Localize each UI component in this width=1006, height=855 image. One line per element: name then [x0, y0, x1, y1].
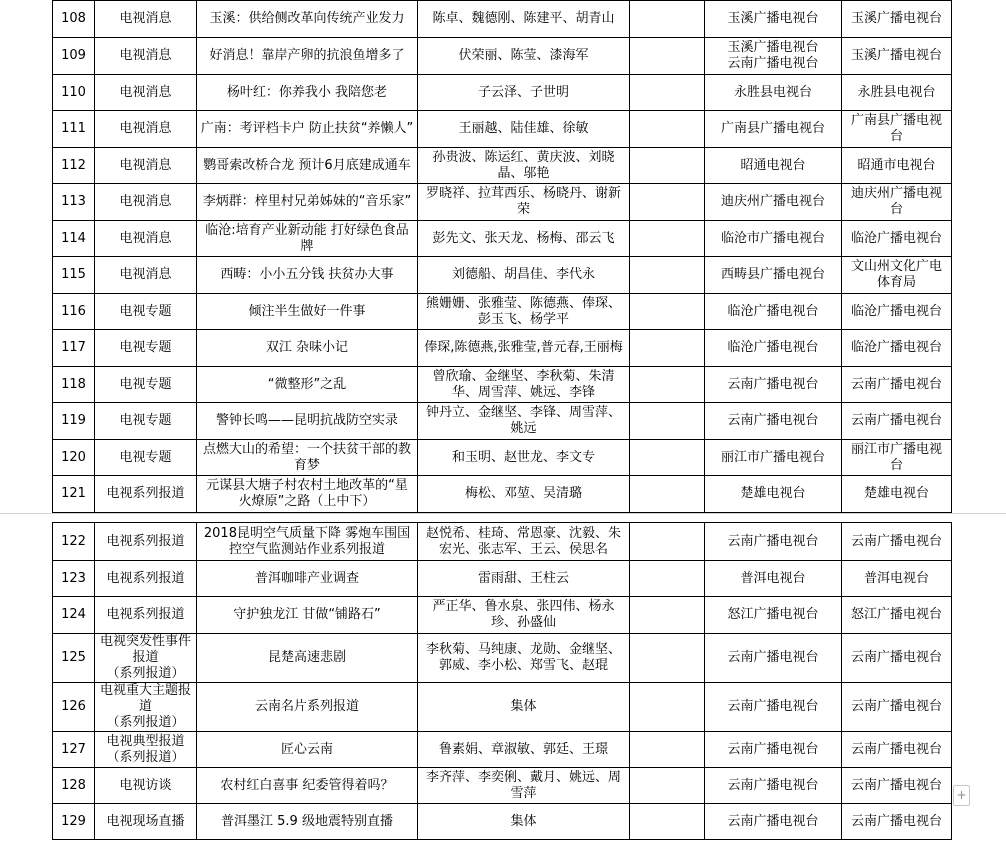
table-row: [53, 184, 952, 221]
cell-submitter: 广南县广播电视台: [842, 111, 952, 148]
cell-no: 127: [53, 732, 95, 768]
cell-title: 倾注半生做好一件事: [197, 294, 418, 330]
cell-publisher: 云南广播电视台: [705, 683, 842, 732]
table-row: [53, 476, 952, 513]
cell-publisher: 临沧市广播电视台: [705, 221, 842, 257]
table-row: [53, 804, 952, 840]
cell-publisher: 怒江广播电视台: [705, 597, 842, 634]
cell-category: 电视典型报道 （系列报道）: [95, 732, 197, 768]
cell-publisher: 玉溪广播电视台: [705, 1, 842, 38]
cell-no: 108: [53, 1, 95, 38]
cell-title: 农村红白喜事 纪委管得着吗？: [197, 768, 418, 804]
cell-publisher: 云南广播电视台: [705, 804, 842, 840]
cell-submitter: 临沧广播电视台: [842, 330, 952, 367]
cell-publisher: 楚雄电视台: [705, 476, 842, 513]
cell-no: 116: [53, 294, 95, 330]
cell-authors: 鲁素娟、章淑敏、郭廷、王璟: [418, 732, 630, 768]
cell-category: 电视消息: [95, 221, 197, 257]
cell-no: 113: [53, 184, 95, 221]
cell-category: 电视系列报道: [95, 561, 197, 597]
cell-blank: [630, 440, 705, 476]
cell-authors: 伏荣丽、陈莹、漆海军: [418, 38, 630, 75]
cell-title: “微整形”之乱: [197, 367, 418, 403]
page-break-line: [0, 513, 1006, 514]
cell-category: 电视突发性事件报道 （系列报道）: [95, 634, 197, 683]
cell-blank: [630, 111, 705, 148]
cell-category: 电视专题: [95, 294, 197, 330]
cell-authors: 李秋菊、马纯康、龙勋、金继坚、郭威、李小松、郑雪飞、赵琨: [418, 634, 630, 683]
table-row: [53, 257, 952, 294]
cell-authors: 陈卓、魏德刚、陈建平、胡青山: [418, 1, 630, 38]
cell-title: 守护独龙江 甘做“铺路石”: [197, 597, 418, 634]
cell-authors: 和玉明、赵世龙、李文专: [418, 440, 630, 476]
cell-blank: [630, 732, 705, 768]
cell-category: 电视系列报道: [95, 597, 197, 634]
cell-no: 129: [53, 804, 95, 840]
cell-title: 广南：考评档卡户 防止扶贫“养懒人”: [197, 111, 418, 148]
cell-publisher: 云南广播电视台: [705, 367, 842, 403]
cell-category: 电视访谈: [95, 768, 197, 804]
cell-submitter: 云南广播电视台: [842, 804, 952, 840]
cell-title: 普洱墨江 5.9 级地震特别直播: [197, 804, 418, 840]
cell-submitter: 怒江广播电视台: [842, 597, 952, 634]
cell-submitter: 玉溪广播电视台: [842, 38, 952, 75]
cell-no: 123: [53, 561, 95, 597]
cell-publisher: 临沧广播电视台: [705, 330, 842, 367]
table-row: [53, 634, 952, 683]
cell-submitter: 永胜县电视台: [842, 75, 952, 111]
cell-no: 118: [53, 367, 95, 403]
cell-category: 电视专题: [95, 440, 197, 476]
cell-submitter: 楚雄电视台: [842, 476, 952, 513]
awards-table-bottom: [52, 522, 952, 840]
cell-blank: [630, 804, 705, 840]
cell-authors: 罗晓祥、拉茸西乐、杨晓丹、谢新荣: [418, 184, 630, 221]
cell-authors: 赵悦希、桂琦、常恩豪、沈毅、朱宏光、张志军、王云、侯思名: [418, 523, 630, 561]
cell-title: 警钟长鸣——昆明抗战防空实录: [197, 403, 418, 440]
cell-no: 111: [53, 111, 95, 148]
cell-category: 电视重大主题报道 （系列报道）: [95, 683, 197, 732]
cell-no: 126: [53, 683, 95, 732]
cell-no: 124: [53, 597, 95, 634]
cell-no: 125: [53, 634, 95, 683]
cell-title: 玉溪：供给侧改革向传统产业发力: [197, 1, 418, 38]
table-row: [53, 523, 952, 561]
cell-submitter: 云南广播电视台: [842, 523, 952, 561]
cell-category: 电视系列报道: [95, 476, 197, 513]
cell-blank: [630, 403, 705, 440]
table-row: [53, 683, 952, 732]
cell-authors: 王丽越、陆佳雄、徐敏: [418, 111, 630, 148]
cell-authors: 俸琛,陈德燕,张雅莹,普元春,王丽梅: [418, 330, 630, 367]
cell-authors: 集体: [418, 683, 630, 732]
cell-submitter: 云南广播电视台: [842, 403, 952, 440]
cell-no: 120: [53, 440, 95, 476]
cell-authors: 李齐萍、李奕俐、戴月、姚远、周雪萍: [418, 768, 630, 804]
table-row: [53, 403, 952, 440]
table-row: [53, 1, 952, 38]
add-row-button[interactable]: +: [953, 785, 970, 806]
cell-publisher: 玉溪广播电视台 云南广播电视台: [705, 38, 842, 75]
table-row: [53, 561, 952, 597]
cell-blank: [630, 294, 705, 330]
cell-submitter: 文山州文化广电体育局: [842, 257, 952, 294]
cell-title: 普洱咖啡产业调查: [197, 561, 418, 597]
cell-authors: 子云泽、子世明: [418, 75, 630, 111]
cell-submitter: 昭通市电视台: [842, 148, 952, 184]
cell-publisher: 云南广播电视台: [705, 732, 842, 768]
cell-category: 电视专题: [95, 403, 197, 440]
awards-table-top: [52, 0, 952, 513]
cell-publisher: 云南广播电视台: [705, 634, 842, 683]
cell-title: 元谋县大塘子村农村土地改革的“星火燎原”之路（上中下）: [197, 476, 418, 513]
cell-category: 电视消息: [95, 257, 197, 294]
cell-category: 电视现场直播: [95, 804, 197, 840]
cell-no: 109: [53, 38, 95, 75]
cell-publisher: 广南县广播电视台: [705, 111, 842, 148]
table-row: [53, 330, 952, 367]
cell-category: 电视消息: [95, 148, 197, 184]
table-row: [53, 75, 952, 111]
cell-title: 2018昆明空气质量下降 雾炮车围国控空气监测站作业系列报道: [197, 523, 418, 561]
cell-blank: [630, 257, 705, 294]
table-row: [53, 732, 952, 768]
cell-blank: [630, 367, 705, 403]
cell-category: 电视专题: [95, 330, 197, 367]
table-row: [53, 294, 952, 330]
cell-authors: 梅松、邓堃、吴清璐: [418, 476, 630, 513]
cell-publisher: 永胜县电视台: [705, 75, 842, 111]
cell-blank: [630, 768, 705, 804]
cell-blank: [630, 330, 705, 367]
cell-blank: [630, 597, 705, 634]
cell-submitter: 云南广播电视台: [842, 634, 952, 683]
cell-submitter: 普洱电视台: [842, 561, 952, 597]
cell-no: 110: [53, 75, 95, 111]
cell-publisher: 云南广播电视台: [705, 523, 842, 561]
cell-authors: 钟丹立、金继坚、李锋、周雪萍、姚远: [418, 403, 630, 440]
cell-blank: [630, 683, 705, 732]
cell-publisher: 临沧广播电视台: [705, 294, 842, 330]
cell-submitter: 云南广播电视台: [842, 683, 952, 732]
cell-title: 李炳群：梓里村兄弟姊妹的“音乐家”: [197, 184, 418, 221]
table-row: [53, 221, 952, 257]
cell-authors: 曾欣瑜、金继坚、李秋菊、朱清华、周雪萍、姚远、李锋: [418, 367, 630, 403]
cell-category: 电视消息: [95, 184, 197, 221]
cell-authors: 严正华、鲁水泉、张四伟、杨永珍、孙盛仙: [418, 597, 630, 634]
cell-blank: [630, 184, 705, 221]
cell-no: 119: [53, 403, 95, 440]
cell-title: 临沧:培育产业新动能 打好绿色食品牌: [197, 221, 418, 257]
cell-submitter: 丽江市广播电视台: [842, 440, 952, 476]
cell-no: 121: [53, 476, 95, 513]
table-row: [53, 148, 952, 184]
cell-no: 114: [53, 221, 95, 257]
cell-authors: 熊姗姗、张雅莹、陈德燕、俸琛、彭玉飞、杨学平: [418, 294, 630, 330]
cell-publisher: 丽江市广播电视台: [705, 440, 842, 476]
cell-authors: 集体: [418, 804, 630, 840]
cell-title: 西畴：小小五分钱 扶贫办大事: [197, 257, 418, 294]
cell-blank: [630, 1, 705, 38]
cell-category: 电视系列报道: [95, 523, 197, 561]
cell-no: 115: [53, 257, 95, 294]
table-row: [53, 597, 952, 634]
cell-submitter: 云南广播电视台: [842, 768, 952, 804]
cell-no: 128: [53, 768, 95, 804]
cell-blank: [630, 221, 705, 257]
cell-blank: [630, 634, 705, 683]
cell-blank: [630, 148, 705, 184]
cell-title: 杨叶红：你养我小 我陪您老: [197, 75, 418, 111]
cell-submitter: 云南广播电视台: [842, 732, 952, 768]
cell-blank: [630, 561, 705, 597]
cell-title: 点燃大山的希望：一个扶贫干部的教育梦: [197, 440, 418, 476]
cell-authors: 孙贵波、陈运红、黄庆波、刘晓晶、邬艳: [418, 148, 630, 184]
cell-authors: 彭先文、张天龙、杨梅、邵云飞: [418, 221, 630, 257]
cell-title: 双江 杂味小记: [197, 330, 418, 367]
cell-no: 112: [53, 148, 95, 184]
cell-title: 鹦哥索改桥合龙 预计6月底建成通车: [197, 148, 418, 184]
cell-blank: [630, 523, 705, 561]
cell-no: 122: [53, 523, 95, 561]
table-row: [53, 38, 952, 75]
cell-title: 好消息！靠岸产卵的抗浪鱼增多了: [197, 38, 418, 75]
table-row: [53, 440, 952, 476]
cell-title: 昆楚高速悲剧: [197, 634, 418, 683]
cell-no: 117: [53, 330, 95, 367]
cell-category: 电视消息: [95, 75, 197, 111]
cell-publisher: 昭通电视台: [705, 148, 842, 184]
cell-title: 云南名片系列报道: [197, 683, 418, 732]
cell-category: 电视消息: [95, 111, 197, 148]
cell-authors: 刘德船、胡昌佳、李代永: [418, 257, 630, 294]
cell-title: 匠心云南: [197, 732, 418, 768]
cell-authors: 雷雨甜、王柱云: [418, 561, 630, 597]
cell-publisher: 迪庆州广播电视台: [705, 184, 842, 221]
cell-publisher: 普洱电视台: [705, 561, 842, 597]
table-row: [53, 768, 952, 804]
table-row: [53, 111, 952, 148]
cell-category: 电视消息: [95, 1, 197, 38]
table-row: [53, 367, 952, 403]
cell-submitter: 云南广播电视台: [842, 367, 952, 403]
cell-blank: [630, 476, 705, 513]
cell-submitter: 临沧广播电视台: [842, 221, 952, 257]
cell-submitter: 临沧广播电视台: [842, 294, 952, 330]
cell-category: 电视消息: [95, 38, 197, 75]
cell-publisher: 云南广播电视台: [705, 403, 842, 440]
cell-publisher: 云南广播电视台: [705, 768, 842, 804]
cell-blank: [630, 38, 705, 75]
cell-publisher: 西畴县广播电视台: [705, 257, 842, 294]
cell-submitter: 玉溪广播电视台: [842, 1, 952, 38]
cell-submitter: 迪庆州广播电视台: [842, 184, 952, 221]
cell-category: 电视专题: [95, 367, 197, 403]
cell-blank: [630, 75, 705, 111]
